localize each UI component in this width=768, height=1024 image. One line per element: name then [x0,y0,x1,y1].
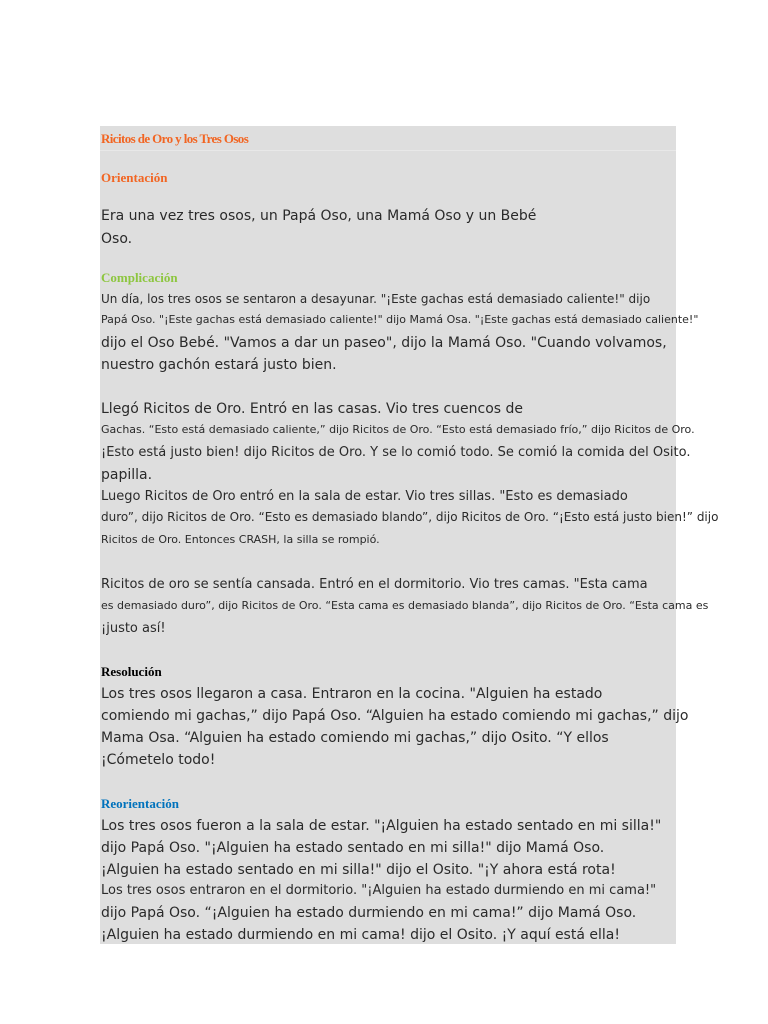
complicacion-line: Llegó Ricitos de Oro. Entró en las casas. Vio tres cuencos de [101,401,524,417]
complicacion-line: papilla. [101,467,153,483]
complicacion-line: Luego Ricitos de Oro entró en la sala de estar. Vio tres sillas. "Esto es demasiado [101,489,628,504]
reorientacion-line: Los tres osos fueron a la sala de estar. "¡Alguien ha estado sentado en mi silla!" [101,818,662,834]
resolucion-line: comiendo mi gachas,” dijo Papá Oso. “Alguien ha estado comiendo mi gachas,” dijo [101,708,689,724]
complicacion-line: duro”, dijo Ricitos de Oro. “Esto es demasiado blando”, dijo Ricitos de Oro. “¡Esto está justo bien!” dijo [101,510,719,524]
resolucion-line: ¡Cómetelo todo! [101,752,216,768]
complicacion-line: Gachas. “Esto está demasiado caliente,” dijo Ricitos de Oro. “Esto está demasiado frío,” dijo Ricitos de Oro. [101,423,695,436]
heading-resolucion: Resolución [101,664,162,679]
heading-reorientacion: Reorientación [101,796,179,811]
heading-complicacion: Complicación [101,270,178,285]
reorientacion-line: Los tres osos entraron en el dormitorio. "¡Alguien ha estado durmiendo en mi cama!" [101,883,657,898]
reorientacion-line: dijo Papá Oso. “¡Alguien ha estado durmiendo en mi cama!” dijo Mamá Oso. [101,905,637,921]
resolucion-line: Los tres osos llegaron a casa. Entraron en la cocina. "Alguien ha estado [101,686,603,702]
orientacion-line: Era una vez tres osos, un Papá Oso, una Mamá Oso y un Bebé [101,208,537,224]
document-title: Ricitos de Oro y los Tres Osos [101,131,249,146]
heading-orientacion: Orientación [101,170,168,185]
complicacion-line: Ricitos de Oro. Entonces CRASH, la silla se rompió. [101,533,380,546]
reorientacion-line: ¡Alguien ha estado sentado en mi silla!" dijo el Osito. "¡Y ahora está rota! [101,862,616,878]
title-divider [100,150,676,151]
complicacion-line: Un día, los tres osos se sentaron a desayunar. "¡Este gachas está demasiado caliente!" dijo [101,292,651,306]
reorientacion-line: ¡Alguien ha estado durmiendo en mi cama! dijo el Osito. ¡Y aquí está ella! [101,927,620,943]
complicacion-line: nuestro gachón estará justo bien. [101,357,337,373]
orientacion-line: Oso. [101,231,133,247]
complicacion-line: ¡Esto está justo bien! dijo Ricitos de Oro. Y se lo comió todo. Se comió la comida del Osito. [101,445,691,460]
complicacion-line: dijo el Oso Bebé. "Vamos a dar un paseo", dijo la Mamá Oso. "Cuando volvamos, [101,335,667,351]
reorientacion-line: dijo Papá Oso. "¡Alguien ha estado sentado en mi silla!" dijo Mamá Oso. [101,840,605,856]
complicacion-line: Ricitos de oro se sentía cansada. Entró en el dormitorio. Vio tres camas. "Esta cama [101,577,648,592]
complicacion-line: es demasiado duro”, dijo Ricitos de Oro. “Esta cama es demasiado blanda”, dijo Ricitos de Oro. “Esta cama es [101,599,709,612]
complicacion-line: Papá Oso. "¡Este gachas está demasiado caliente!" dijo Mamá Osa. "¡Este gachas está demasiado caliente!" [101,313,699,326]
resolucion-line: Mama Osa. “Alguien ha estado comiendo mi gachas,” dijo Osito. “Y ellos [101,730,609,746]
complicacion-line: ¡justo así! [101,621,166,636]
